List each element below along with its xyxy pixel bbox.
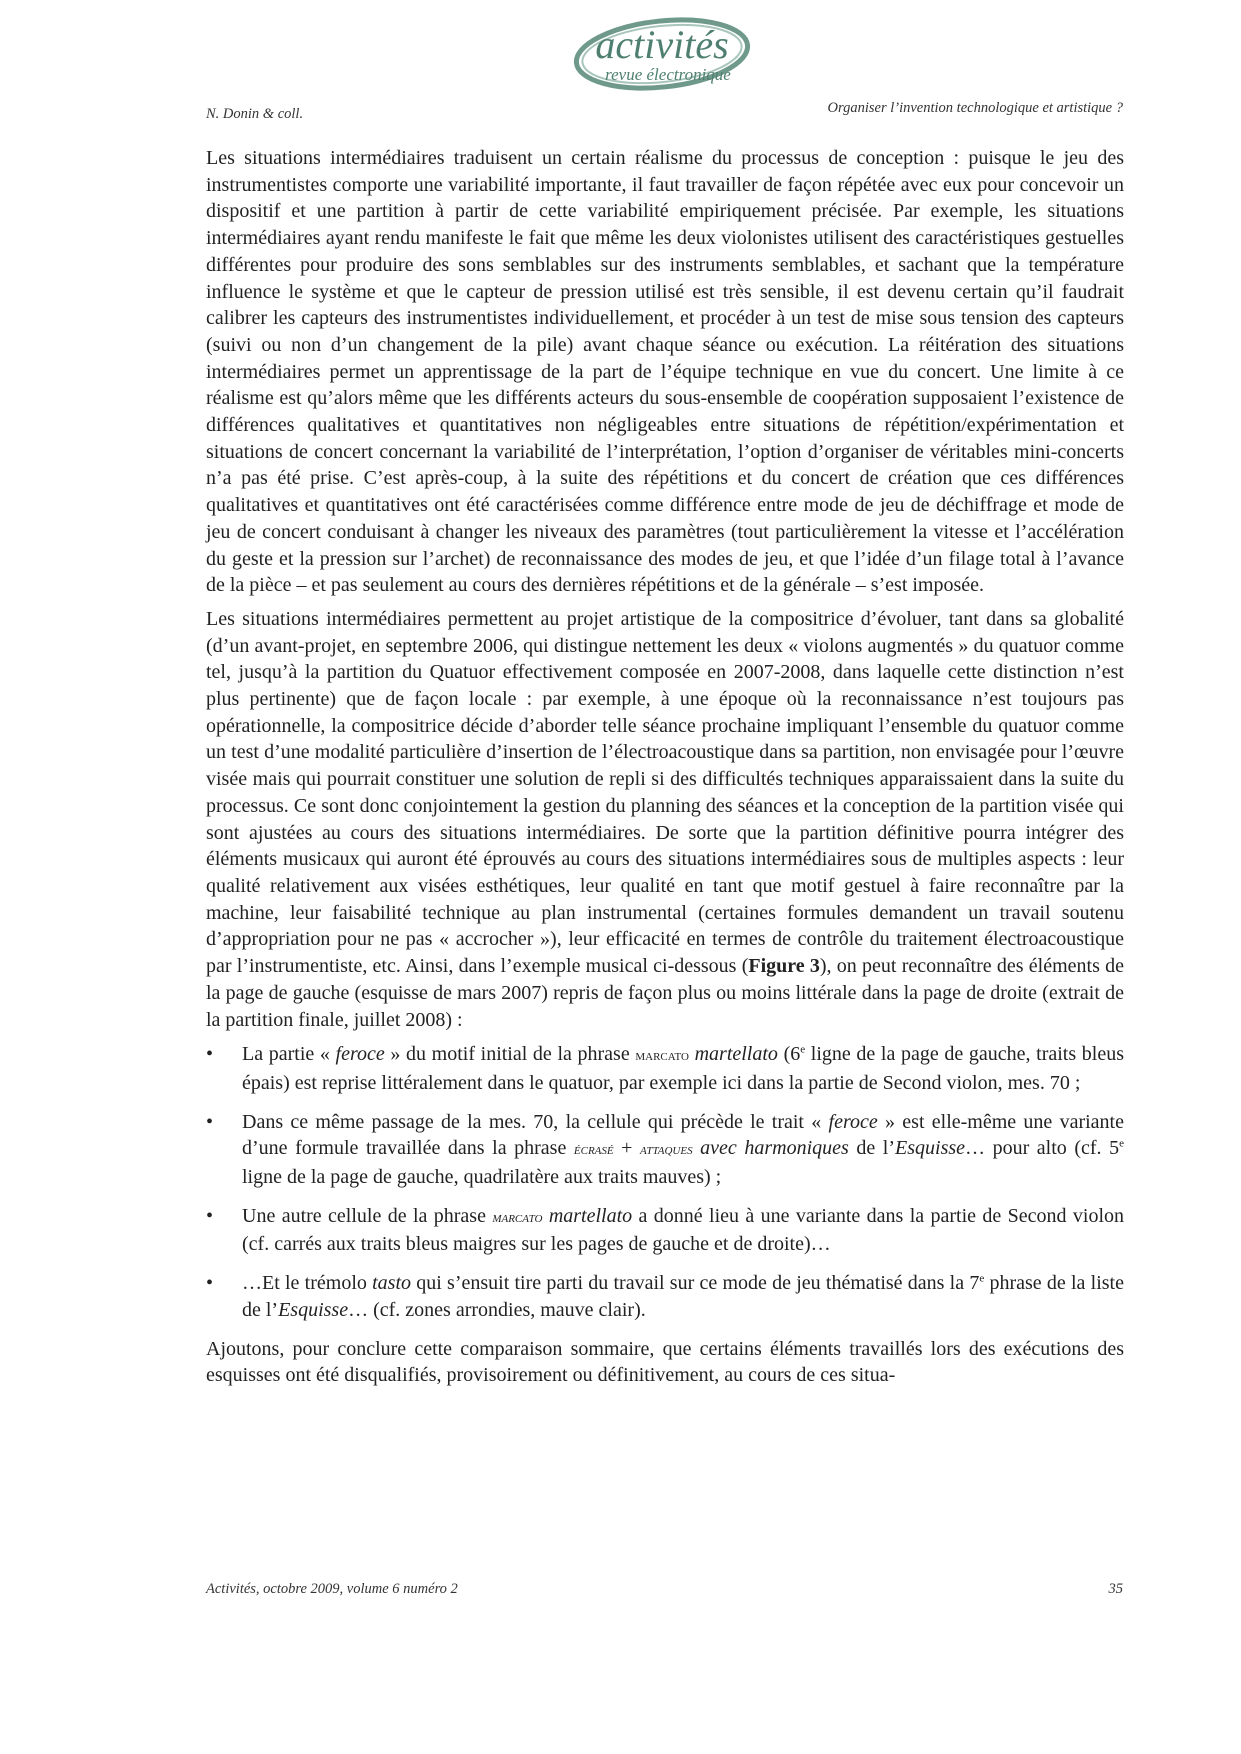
bullet-symbol: • (206, 1110, 214, 1133)
bullet-item-2 (206, 1109, 1124, 1191)
bullet-1-text: ligne de la page de gauche, traits bleus épais) est reprise littéralement dans le quatuor, par exemple ici dans la partie de Second violon, mes. 70 ; (242, 1043, 1124, 1094)
bullet-1-smallcaps: marcato (635, 1047, 689, 1065)
bullet-4-italic: Esquisse (278, 1298, 349, 1321)
page-number: 35 (1108, 1581, 1123, 1597)
bullet-1-superscript: e (800, 1043, 806, 1056)
bullet-1-italic: feroce (335, 1043, 385, 1066)
journal-logo (566, 14, 786, 94)
bullet-2-text: de l’ (848, 1137, 896, 1160)
paragraph-1: Les situations intermédiaires traduisent un certain réalisme du processus de conception : puisque le jeu des instrumentistes comporte une variabilité importante, il faut travailler de façon répétée avec eux pour concevoir un dispositif et une partition à partir de cette variabilité empiriquement précisée. Par exemple, les situations intermédiaires ayant rendu manifeste le fait que même les deux violonistes utilisent des caractéristiques gestuelles différentes pour produire des sons semblables sur des instruments semblables, et sachant que la température influence le système et que le capteur de pression utilisé est très sensible, il est devenu certain qu’il faudrait calibrer les capteurs des instrumentistes individuellement, et procéder à un test de mise sous tension des capteurs (suivi ou non d’un changement de la pile) avant chaque séance ou exécution. La réitération des situations intermédiaires permet un apprentissage de la part de l’équipe technique en vue du concert. Une limite à ce réalisme est qu’alors même que les différents acteurs du sous-ensemble de coopération supposaient l’existence de différences qualitatives et quantitatives non négligeables entre situations de répétition/expérimentation et situations de concert concernant la variabilité de l’interprétation, l’option d’organiser de véritables mini-concerts n’a pas été prise. C’est après-coup, à la suite des répétitions et du concert de création que ces différences qualitatives et quantitatives ont été caractérisées comme différence entre mode de jeu de déchiffrage et mode de jeu de concert conduisant à changer les niveaux des paramètres (tout particulièrement la vitesse et l’accélération du geste et la pression sur l’archet) de reconnaissance des modes de jeu, et que l’idée d’un filage total à l’avance de la pièce – et pas seulement au cours des dernières répétitions et de la générale – s’est imposée. (206, 147, 1124, 597)
bullet-4-italic: tasto (372, 1272, 412, 1295)
bullet-2-italic: avec harmoniques (700, 1137, 849, 1160)
bullet-item-4 (206, 1270, 1124, 1323)
logo-title: activités (595, 22, 729, 67)
bullet-list (206, 1041, 1124, 1323)
bullet-2-text: » est elle-même une variante d’une formule travaillée dans la phrase (242, 1110, 1124, 1160)
paragraph-2 (206, 606, 1124, 1033)
bullet-symbol: • (206, 1043, 214, 1066)
figure-reference: Figure 3 (748, 955, 820, 978)
bullet-2-superscript: e (1119, 1137, 1124, 1150)
bullet-3-italic: martellato (548, 1204, 633, 1227)
bullet-item-1 (206, 1041, 1124, 1096)
bullet-1-text: La partie « (242, 1043, 336, 1066)
bullet-2-text: Dans ce même passage de la mes. 70, la cellule qui précède le trait « (242, 1110, 829, 1133)
bullet-4-superscript: e (979, 1272, 985, 1285)
running-header-title: Organiser l’invention technologique et artistique ? (827, 100, 1123, 116)
bullet-2-text: ligne de la page de gauche, quadrilatère aux traits mauves) ; (242, 1166, 722, 1189)
bullet-2-text: … pour alto (cf. 5 (965, 1137, 1120, 1160)
footer-journal-info: Activités, octobre 2009, volume 6 numéro 2 (206, 1581, 458, 1597)
bullet-4-text: phrase de la liste de l’ (242, 1272, 1124, 1321)
bullet-2-smallcaps: écrasé (573, 1141, 614, 1159)
paragraph-2-text-b: ), on peut reconnaître des éléments de la page de gauche (esquisse de mars 2007) repris de façon plus ou moins littérale dans la page de droite (extrait de la partition finale, juillet 2008) : (206, 955, 1124, 1031)
running-header-author: N. Donin & coll. (206, 106, 304, 122)
paragraph-2-text-a: Les situations intermédiaires permettent au projet artistique de la compositrice d’évoluer, tant dans sa globalité (d’un avant-projet, en septembre 2006, qui distingue nettement les deux « violons augmentés » du quatuor comme tel, jusqu’à la partition du Quatuor effectivement composée en 2007-2008, dans laquelle cette distinction n’est plus pertinente) que de façon locale : par exemple, à une époque où la reconnaissance n’est toujours pas opérationnelle, la compositrice décide d’aborder telle séance prochaine impliquant l’ensemble du quatuor comme un test d’une modalité particulière d’insertion de l’électroacoustique dans sa partition, non envisagée pour l’œuvre visée mais qui pourrait constituer une solution de repli si des difficultés techniques apparaissaient dans la suite du processus. Ce sont donc conjointement la gestion du planning des séances et la conception de la partition visée qui sont ajustées au cours des situations intermédiaires. De sorte que la partition définitive pourra intégrer des éléments musicaux qui auront été éprouvés au cours des situations intermédiaires sous de multiples aspects : leur qualité relativement aux visées esthétiques, leur qualité en tant que motif gestuel à faire reconnaître par la machine, leur faisabilité technique au plan instrumental (certaines formules demandent un travail soutenu d’appropriation pour ne pas « accrocher »), leur efficacité en termes de contrôle du traitement électroacoustique par l’instrumentiste, etc. Ainsi, dans l’exemple musical ci-dessous ( (206, 607, 1124, 978)
bullet-3-smallcaps: marcato (492, 1208, 543, 1226)
bullet-4-text: qui s’ensuit tire parti du travail sur ce mode de jeu thématisé dans la 7 (411, 1272, 980, 1295)
bullet-1-italic: martellato (694, 1043, 778, 1066)
bullet-3-text: a donné lieu à une variante dans la partie de Second violon (cf. carrés aux traits bleus maigres sur les pages de gauche et de droite)… (242, 1204, 1125, 1256)
bullet-2-text: + (613, 1137, 641, 1160)
bullet-2-italic: Esquisse (895, 1137, 966, 1160)
bullet-3-text: Une autre cellule de la phrase (242, 1204, 493, 1227)
bullet-symbol: • (206, 1272, 214, 1295)
article-body (206, 145, 1124, 1396)
logo-ellipse-graphic (566, 14, 786, 94)
bullet-symbol: • (206, 1204, 214, 1227)
bullet-2-italic: feroce (828, 1110, 878, 1133)
bullet-2-smallcaps: attaques (640, 1141, 693, 1159)
bullet-4-text: …Et le trémolo (242, 1272, 373, 1295)
bullet-item-3 (206, 1203, 1124, 1258)
bullet-4-text: … (cf. zones arrondies, mauve clair). (348, 1298, 646, 1321)
bullet-1-text: (6 (777, 1043, 801, 1066)
paragraph-3: Ajoutons, pour conclure cette comparaison sommaire, que certains éléments travaillés lors des exécutions des esquisses ont été disqualifiés, provisoirement ou définitivement, au cours de ces situa- (206, 1337, 1124, 1387)
logo-subtitle: revue électronique (605, 65, 731, 84)
bullet-1-text: » du motif initial de la phrase (384, 1043, 636, 1066)
